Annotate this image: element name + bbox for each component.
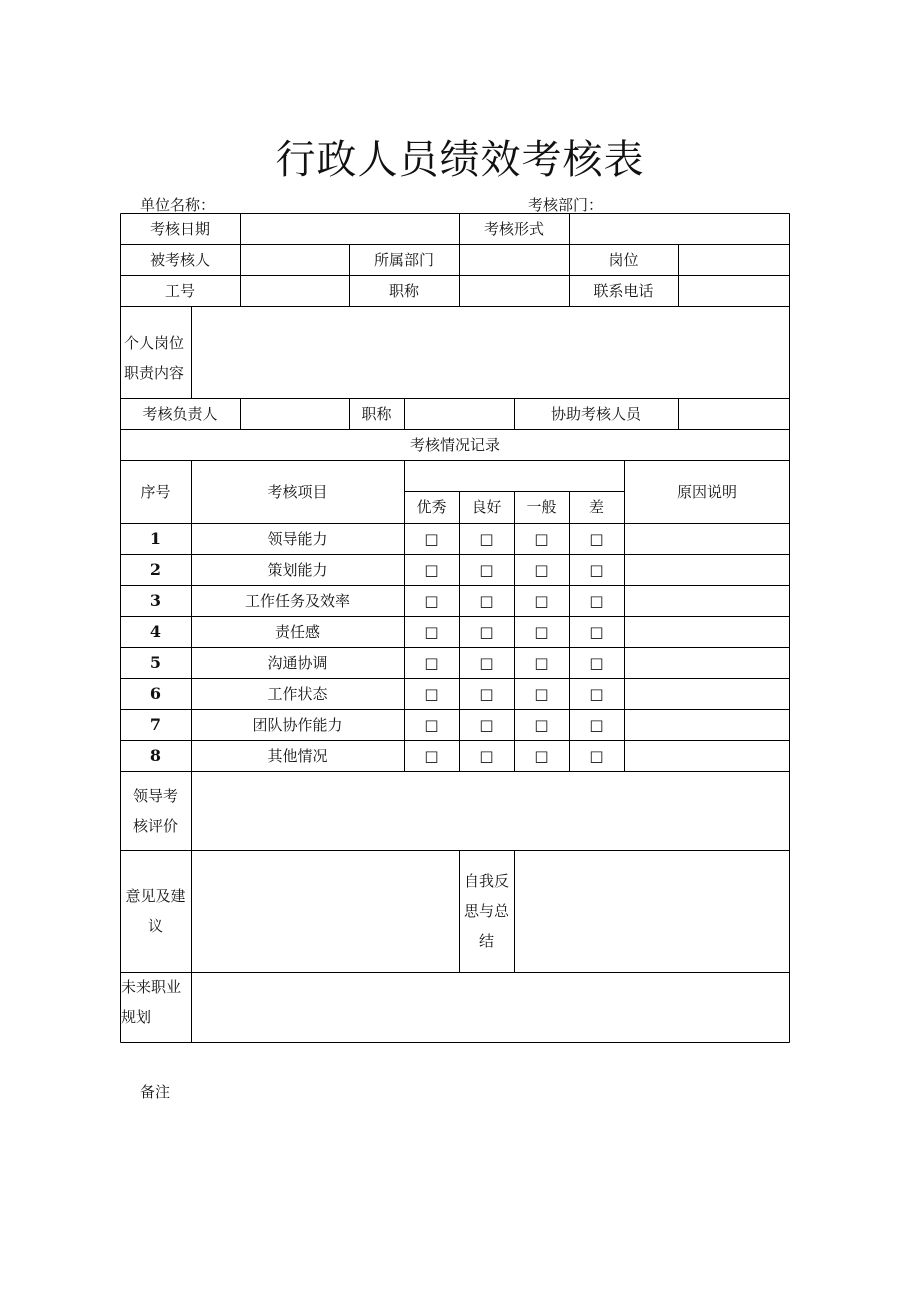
suggestions-field[interactable] (191, 850, 459, 972)
rating-checkbox[interactable]: □ (479, 529, 494, 548)
duties-label-line2: 职责内容 (124, 364, 185, 382)
record-heading: 考核情况记录 (409, 435, 500, 454)
rating-checkbox[interactable]: □ (479, 684, 494, 703)
item-number: 6 (149, 683, 162, 703)
rating-checkbox[interactable]: □ (424, 653, 439, 672)
rating-excellent-header: 优秀 (416, 498, 447, 516)
rating-checkbox[interactable]: □ (534, 591, 549, 610)
item-name: 策划能力 (267, 560, 328, 579)
reason-field[interactable] (624, 678, 790, 709)
career-plan-line1: 未来职业 (121, 978, 182, 996)
review-form-field[interactable] (569, 213, 790, 244)
assistant-label: 协助考核人员 (550, 404, 641, 423)
reason-field[interactable] (624, 647, 790, 678)
rating-checkbox[interactable]: □ (424, 560, 439, 579)
rating-checkbox[interactable]: □ (424, 684, 439, 703)
rating-checkbox[interactable]: □ (589, 746, 604, 765)
duties-field[interactable] (191, 306, 790, 398)
rating-checkbox[interactable]: □ (479, 653, 494, 672)
col-no-header: 序号 (140, 482, 171, 501)
leader-eval-label (120, 771, 191, 850)
rating-checkbox[interactable]: □ (534, 529, 549, 548)
item-name: 团队协作能力 (252, 715, 343, 734)
rating-checkbox[interactable]: □ (534, 715, 549, 734)
reviewer-label: 考核负责人 (142, 404, 218, 423)
career-plan-line2: 规划 (121, 1008, 152, 1026)
assistant-field[interactable] (678, 398, 790, 429)
rating-checkbox[interactable]: □ (534, 622, 549, 641)
item-number: 1 (149, 528, 162, 548)
rating-checkbox[interactable]: □ (589, 529, 604, 548)
rating-checkbox[interactable]: □ (589, 560, 604, 579)
item-name: 其他情况 (267, 746, 328, 765)
item-name: 责任感 (274, 622, 320, 641)
rating-checkbox[interactable]: □ (479, 560, 494, 579)
reviewer-title-label: 职称 (361, 404, 392, 423)
career-plan-field[interactable] (191, 972, 790, 1042)
reason-field[interactable] (624, 554, 790, 585)
reflection-line2: 思与总 (463, 902, 509, 920)
reviewer-title-field[interactable] (404, 398, 514, 429)
rating-checkbox[interactable]: □ (589, 684, 604, 703)
career-plan-label (120, 972, 191, 1042)
rating-checkbox[interactable]: □ (589, 653, 604, 672)
item-number: 8 (149, 745, 162, 765)
rating-checkbox[interactable]: □ (424, 622, 439, 641)
suggestions-line1: 意见及建 (125, 887, 186, 905)
self-reflection-field[interactable] (514, 850, 790, 972)
rating-checkbox[interactable]: □ (534, 684, 549, 703)
duties-label-line1: 个人岗位 (124, 334, 185, 352)
department-label: 考核部门： (528, 196, 604, 214)
rating-checkbox[interactable]: □ (589, 715, 604, 734)
rating-checkbox[interactable]: □ (479, 715, 494, 734)
rating-checkbox[interactable]: □ (424, 715, 439, 734)
reason-field[interactable] (624, 523, 790, 554)
reviewee-label: 被考核人 (149, 250, 210, 269)
remarks-label: 备注 (140, 1083, 171, 1101)
item-number: 7 (149, 714, 162, 734)
rating-checkbox[interactable]: □ (424, 746, 439, 765)
reflection-line1: 自我反 (463, 872, 509, 890)
rating-poor-header: 差 (588, 498, 604, 516)
leader-eval-field[interactable] (191, 771, 790, 850)
employee-id-field[interactable] (240, 275, 349, 306)
rating-average-header: 一般 (526, 498, 557, 516)
reason-field[interactable] (624, 740, 790, 771)
rating-checkbox[interactable]: □ (479, 591, 494, 610)
reviewee-field[interactable] (240, 244, 349, 275)
item-name: 工作任务及效率 (244, 591, 350, 610)
job-title-label: 职称 (388, 281, 419, 300)
job-title-field[interactable] (459, 275, 569, 306)
item-number: 5 (149, 652, 162, 672)
item-number: 4 (149, 621, 162, 641)
rating-checkbox[interactable]: □ (424, 591, 439, 610)
page-title: 行政人员绩效考核表 (275, 137, 645, 183)
rating-checkbox[interactable]: □ (534, 560, 549, 579)
rating-checkbox[interactable]: □ (534, 746, 549, 765)
review-form-label: 考核形式 (483, 219, 544, 238)
item-number: 2 (149, 559, 162, 579)
leader-eval-line1: 领导考 (132, 786, 178, 805)
department-field[interactable] (459, 244, 569, 275)
reason-field[interactable] (624, 616, 790, 647)
rating-good-header: 良好 (471, 498, 502, 516)
item-name: 工作状态 (267, 684, 328, 703)
phone-label: 联系电话 (593, 281, 654, 300)
review-date-field[interactable] (240, 213, 459, 244)
department-field-label: 所属部门 (373, 250, 434, 269)
post-label: 岗位 (608, 250, 639, 269)
review-date-label: 考核日期 (149, 219, 210, 238)
reflection-line3: 结 (478, 932, 494, 950)
item-name: 领导能力 (267, 529, 328, 548)
phone-field[interactable] (678, 275, 790, 306)
rating-checkbox[interactable]: □ (534, 653, 549, 672)
evaluation-form-table (120, 213, 790, 1043)
post-field[interactable] (678, 244, 790, 275)
col-item-header: 考核项目 (267, 482, 328, 501)
item-name: 沟通协调 (267, 653, 328, 672)
item-number: 3 (149, 590, 162, 610)
rating-checkbox[interactable]: □ (589, 622, 604, 641)
rating-checkbox[interactable]: □ (589, 591, 604, 610)
reason-field[interactable] (624, 585, 790, 616)
duties-label (120, 306, 191, 398)
suggestions-line2: 议 (147, 917, 163, 935)
self-reflection-label (459, 850, 514, 972)
unit-name-label: 单位名称： (140, 196, 216, 214)
col-reason-header: 原因说明 (676, 482, 737, 501)
rating-checkbox[interactable]: □ (424, 529, 439, 548)
employee-id-label: 工号 (164, 281, 195, 300)
reviewer-field[interactable] (240, 398, 349, 429)
rating-checkbox[interactable]: □ (479, 746, 494, 765)
rating-checkbox[interactable]: □ (479, 622, 494, 641)
reason-field[interactable] (624, 709, 790, 740)
leader-eval-line2: 核评价 (132, 816, 178, 835)
suggestions-label (120, 850, 191, 972)
